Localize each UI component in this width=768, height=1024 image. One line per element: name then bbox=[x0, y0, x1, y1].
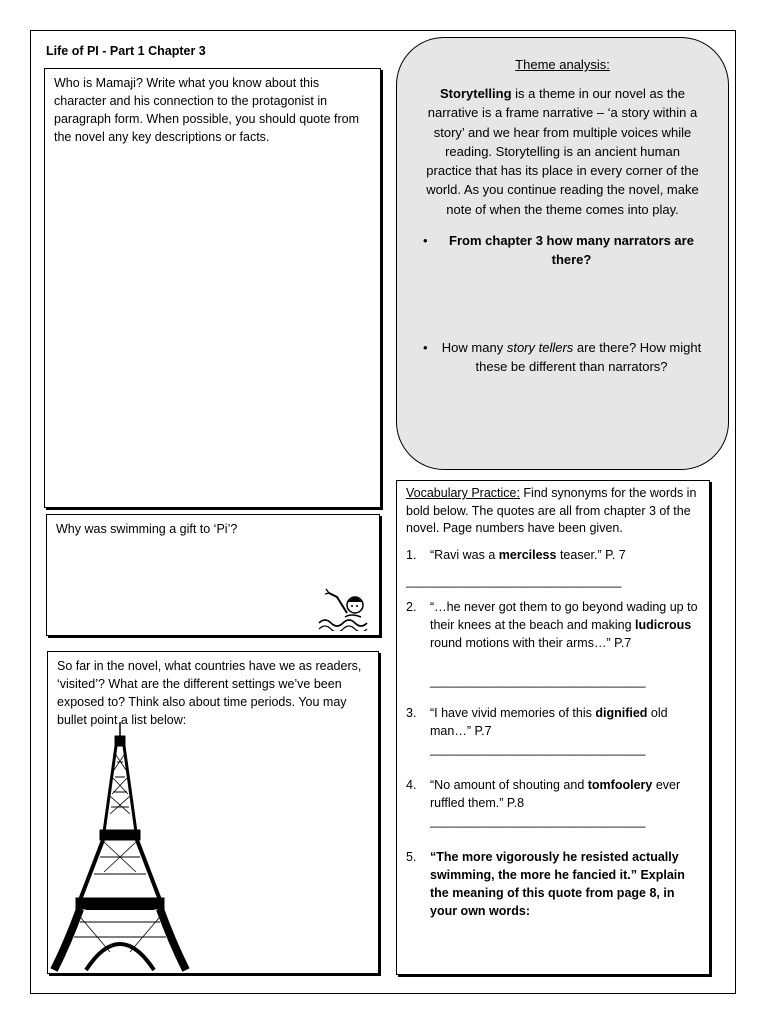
countries-question-text: So far in the novel, what countries have we as readers, ‘visited’? What are the different settings we’ve been exposed to? Think also about time periods. You may bullet point a list below: bbox=[57, 659, 362, 727]
vocab-item-2[interactable] bbox=[406, 598, 700, 690]
swimming-question-text: Why was swimming a gift to ‘Pi’? bbox=[56, 522, 238, 536]
theme-analysis-panel bbox=[396, 37, 729, 470]
vocab-item-number: 1. bbox=[406, 547, 417, 562]
narrators-question[interactable] bbox=[423, 231, 702, 269]
answer-line[interactable]: _______________________________ bbox=[430, 813, 646, 828]
page-title: Life of PI - Part 1 Chapter 3 bbox=[46, 44, 206, 58]
vocab-word: dignified bbox=[595, 705, 648, 720]
swimming-question-box[interactable] bbox=[46, 514, 380, 636]
storytellers-question[interactable] bbox=[423, 338, 702, 376]
vocabulary-box bbox=[396, 480, 710, 975]
vocab-item-5[interactable] bbox=[406, 848, 700, 920]
bullet-icon: • bbox=[423, 340, 428, 356]
answer-line[interactable]: _______________________________ bbox=[430, 673, 646, 688]
vocab-item-number: 5. bbox=[406, 849, 417, 864]
vocab-item-1[interactable] bbox=[406, 546, 700, 590]
vocab-item-number: 2. bbox=[406, 599, 417, 614]
vocab-word: merciless bbox=[498, 547, 557, 562]
vocab-quote-before: “The more vigorously he resisted actually swimming, the more he fancied it.” Explain the meaning of this quote from page 8, in your own words: bbox=[430, 849, 685, 918]
mamaji-question-text: Who is Mamaji? Write what you know about this character and his connection to the protagonist in paragraph form. When possible, you should quote from the novel any key descriptions or facts. bbox=[54, 76, 360, 144]
storytellers-question-part1: How many bbox=[441, 340, 507, 356]
vocab-item-number: 4. bbox=[406, 777, 417, 792]
answer-line[interactable]: _______________________________ bbox=[430, 741, 646, 756]
vocab-quote-before: “I have vivid memories of this bbox=[430, 705, 596, 720]
vocabulary-intro bbox=[406, 485, 700, 538]
vocab-quote-before: “No amount of shouting and bbox=[430, 777, 588, 792]
vocab-quote-after: round motions with their arms…” P.7 bbox=[430, 635, 632, 650]
vocab-word: tomfoolery bbox=[587, 777, 653, 792]
theme-term: Storytelling bbox=[440, 86, 512, 101]
vocab-quote-before: “…he never got them to go beyond wading up to their knees at the beach and making bbox=[430, 599, 698, 632]
mamaji-question-box[interactable] bbox=[44, 68, 381, 508]
swimmer-icon bbox=[317, 583, 373, 631]
vocab-item-number: 3. bbox=[406, 705, 417, 720]
bullet-icon: • bbox=[423, 233, 428, 249]
theme-body bbox=[423, 84, 702, 219]
vocab-item-4[interactable] bbox=[406, 776, 700, 830]
storytellers-question-em: story tellers bbox=[506, 340, 574, 356]
narrators-question-text: From chapter 3 how many narrators are there? bbox=[449, 233, 694, 268]
theme-description: is a theme in our novel as the narrative is a frame narrative – ‘a story within a story’ and we hear from multiple voices while reading. Storytelling is an ancient human practice that has its place in every corner of the world. As you continue reading the novel, make note of when the theme comes into play. bbox=[426, 86, 699, 217]
eiffel-tower-icon bbox=[50, 722, 190, 972]
storytellers-question-part2: are there? How might these be different than narrators? bbox=[475, 340, 702, 375]
countries-question-box[interactable] bbox=[47, 651, 379, 974]
vocab-quote-after: ever ruffled them.” P.8 bbox=[430, 777, 681, 810]
vocab-item-3[interactable] bbox=[406, 704, 700, 758]
vocab-word: ludicrous bbox=[635, 617, 692, 632]
vocab-quote-before: “Ravi was a bbox=[430, 547, 499, 562]
vocabulary-heading: Vocabulary Practice: bbox=[406, 486, 520, 500]
answer-line[interactable]: _______________________________ bbox=[406, 573, 622, 588]
vocab-quote-after: old man…” P.7 bbox=[430, 705, 668, 738]
vocabulary-instructions: Find synonyms for the words in bold below. The quotes are all from chapter 3 of the novel. Page numbers have been given. bbox=[406, 486, 697, 535]
vocab-quote-after: teaser.” P. 7 bbox=[556, 547, 626, 562]
theme-heading: Theme analysis: bbox=[515, 57, 610, 72]
